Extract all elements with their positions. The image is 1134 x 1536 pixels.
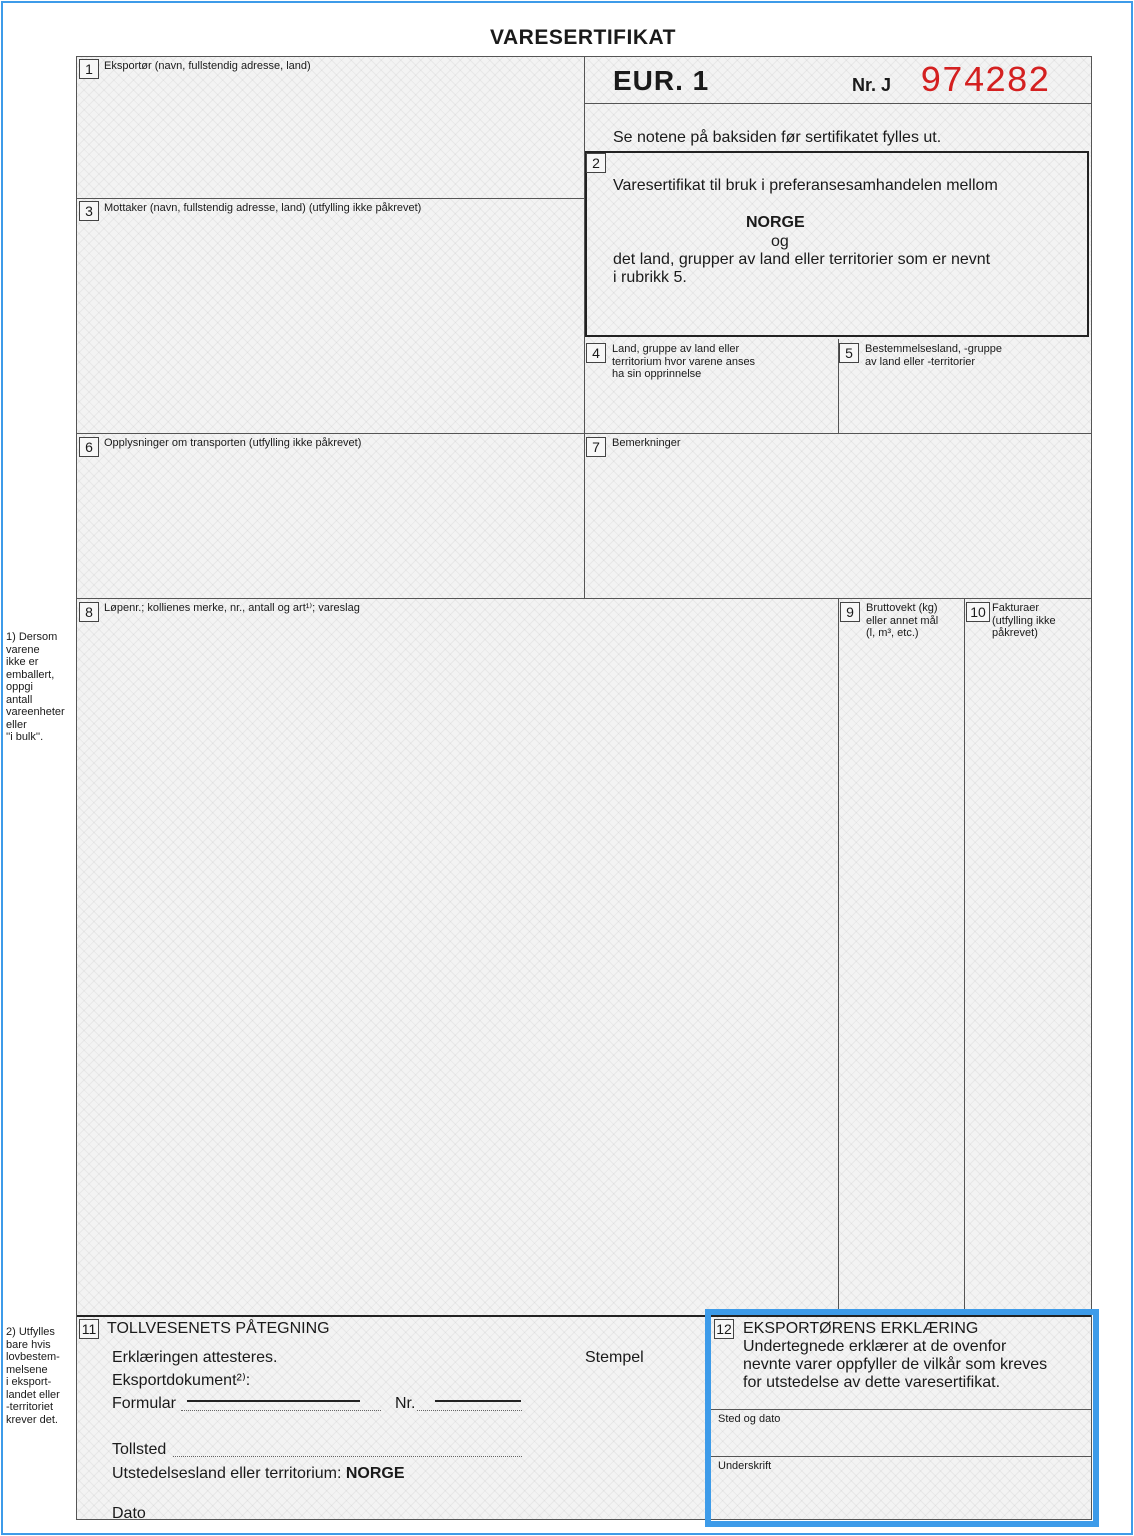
box-5-number: 5 [839,343,859,363]
box-1-label: Eksportør (navn, fullstendig adresse, land) [104,60,311,72]
cert-note: Se notene på baksiden før sertifikatet fylles ut. [613,129,942,146]
box-8-label: Løpenr.; kollienes merke, nr., antall og art¹⁾; vareslag [104,602,360,614]
box-11-formular-label: Formular [112,1395,177,1412]
box-2-line1: Varesertifikat til bruk i preferansesamhandelen mellom [613,177,998,194]
box-12-line1: Undertegnede erklærer at de ovenfor [743,1338,1007,1355]
box-12-line3: for utstedelse av dette varesertifikat. [743,1374,1001,1391]
box-11-stamp: Stempel [585,1349,644,1366]
document-title: VARESERTIFIKAT [490,26,676,49]
box-2-line3: i rubrikk 5. [613,269,687,286]
box-12-title: EKSPORTØRENS ERKLÆRING [743,1320,979,1337]
signature-input[interactable] [707,1474,1087,1516]
box-4-number: 4 [586,343,606,363]
box-9-label: Bruttovekt (kg) eller annet mål (l, m³, etc.) [866,602,939,639]
box-8-number: 8 [79,602,99,622]
transport-field[interactable] [79,457,581,595]
box-2-country: NORGE [746,214,805,231]
box-11-number: 11 [79,1319,99,1339]
gross-weight-field[interactable] [841,647,961,1312]
box-12-place-date-label: Sted og dato [718,1413,781,1425]
box-1-number: 1 [79,59,99,79]
box-11-tollsted-label: Tollsted [112,1441,167,1458]
cert-nr-label: Nr. J [852,75,892,95]
box-9-number: 9 [840,602,860,622]
certificate-form [76,56,1092,1520]
box-2-line2: det land, grupper av land eller territorier som er nevnt [613,251,991,268]
box-10-number: 10 [966,602,990,622]
box-11-nr-label: Nr. [395,1395,416,1412]
box-5-label: Bestemmelsesland, -gruppe av land eller -territorier [865,343,1002,368]
box-3-label: Mottaker (navn, fullstendig adresse, land) (utfylling ikke påkrevet) [104,202,422,214]
box-11-issuer: Utstedelsesland eller territorium: NORGE [112,1465,405,1482]
box-6-label: Opplysninger om transporten (utfylling ikke påkrevet) [104,437,362,449]
box-7-number: 7 [586,437,606,457]
destination-country-field[interactable] [841,372,1089,430]
formular-input[interactable] [187,1387,361,1409]
exporter-field[interactable] [79,81,581,195]
box-7-label: Bemerkninger [612,437,681,449]
box-11-attest: Erklæringen attesteres. [112,1349,278,1366]
origin-country-field[interactable] [587,382,835,430]
box-12-line2: nevnte varer oppfyller de vilkår som kreves [743,1356,1048,1373]
eur1-label: EUR. 1 [613,65,710,96]
box-11-dato-label: Dato [112,1505,146,1520]
box-12-number: 12 [714,1319,734,1339]
footnote-1: 1) Dersom varene ikke er emballert, oppgi antall vareenheter eller ''i bulk''. [6,631,65,743]
box-3-number: 3 [79,201,99,221]
box-11-title: TOLLVESENETS PÅTEGNING [107,1320,330,1337]
box-11-export-doc: Eksportdokument²⁾: [112,1372,251,1389]
box-2-number: 2 [586,153,606,173]
box-10-label: Fakturaer (utfylling ikke påkrevet) [992,602,1056,639]
consignee-field[interactable] [79,222,581,430]
box-4-label: Land, gruppe av land eller territorium hvor varene anses ha sin opprinnelse [612,343,756,380]
remarks-field[interactable] [587,457,1089,595]
place-date-input[interactable] [707,1427,1087,1455]
footnote-2: 2) Utfylles bare hvis lovbestem- melsene i eksport- landet eller -territoriet krever det. [6,1326,60,1426]
invoices-field[interactable] [967,647,1089,1312]
tollsted-input[interactable] [173,1437,522,1457]
box-12-signature-label: Underskrift [718,1460,772,1472]
box-2-og: og [771,233,789,250]
cert-number: 974282 [920,61,1050,102]
goods-description-field[interactable] [79,622,835,1312]
box-6-number: 6 [79,437,99,457]
nr-input[interactable] [435,1387,521,1409]
